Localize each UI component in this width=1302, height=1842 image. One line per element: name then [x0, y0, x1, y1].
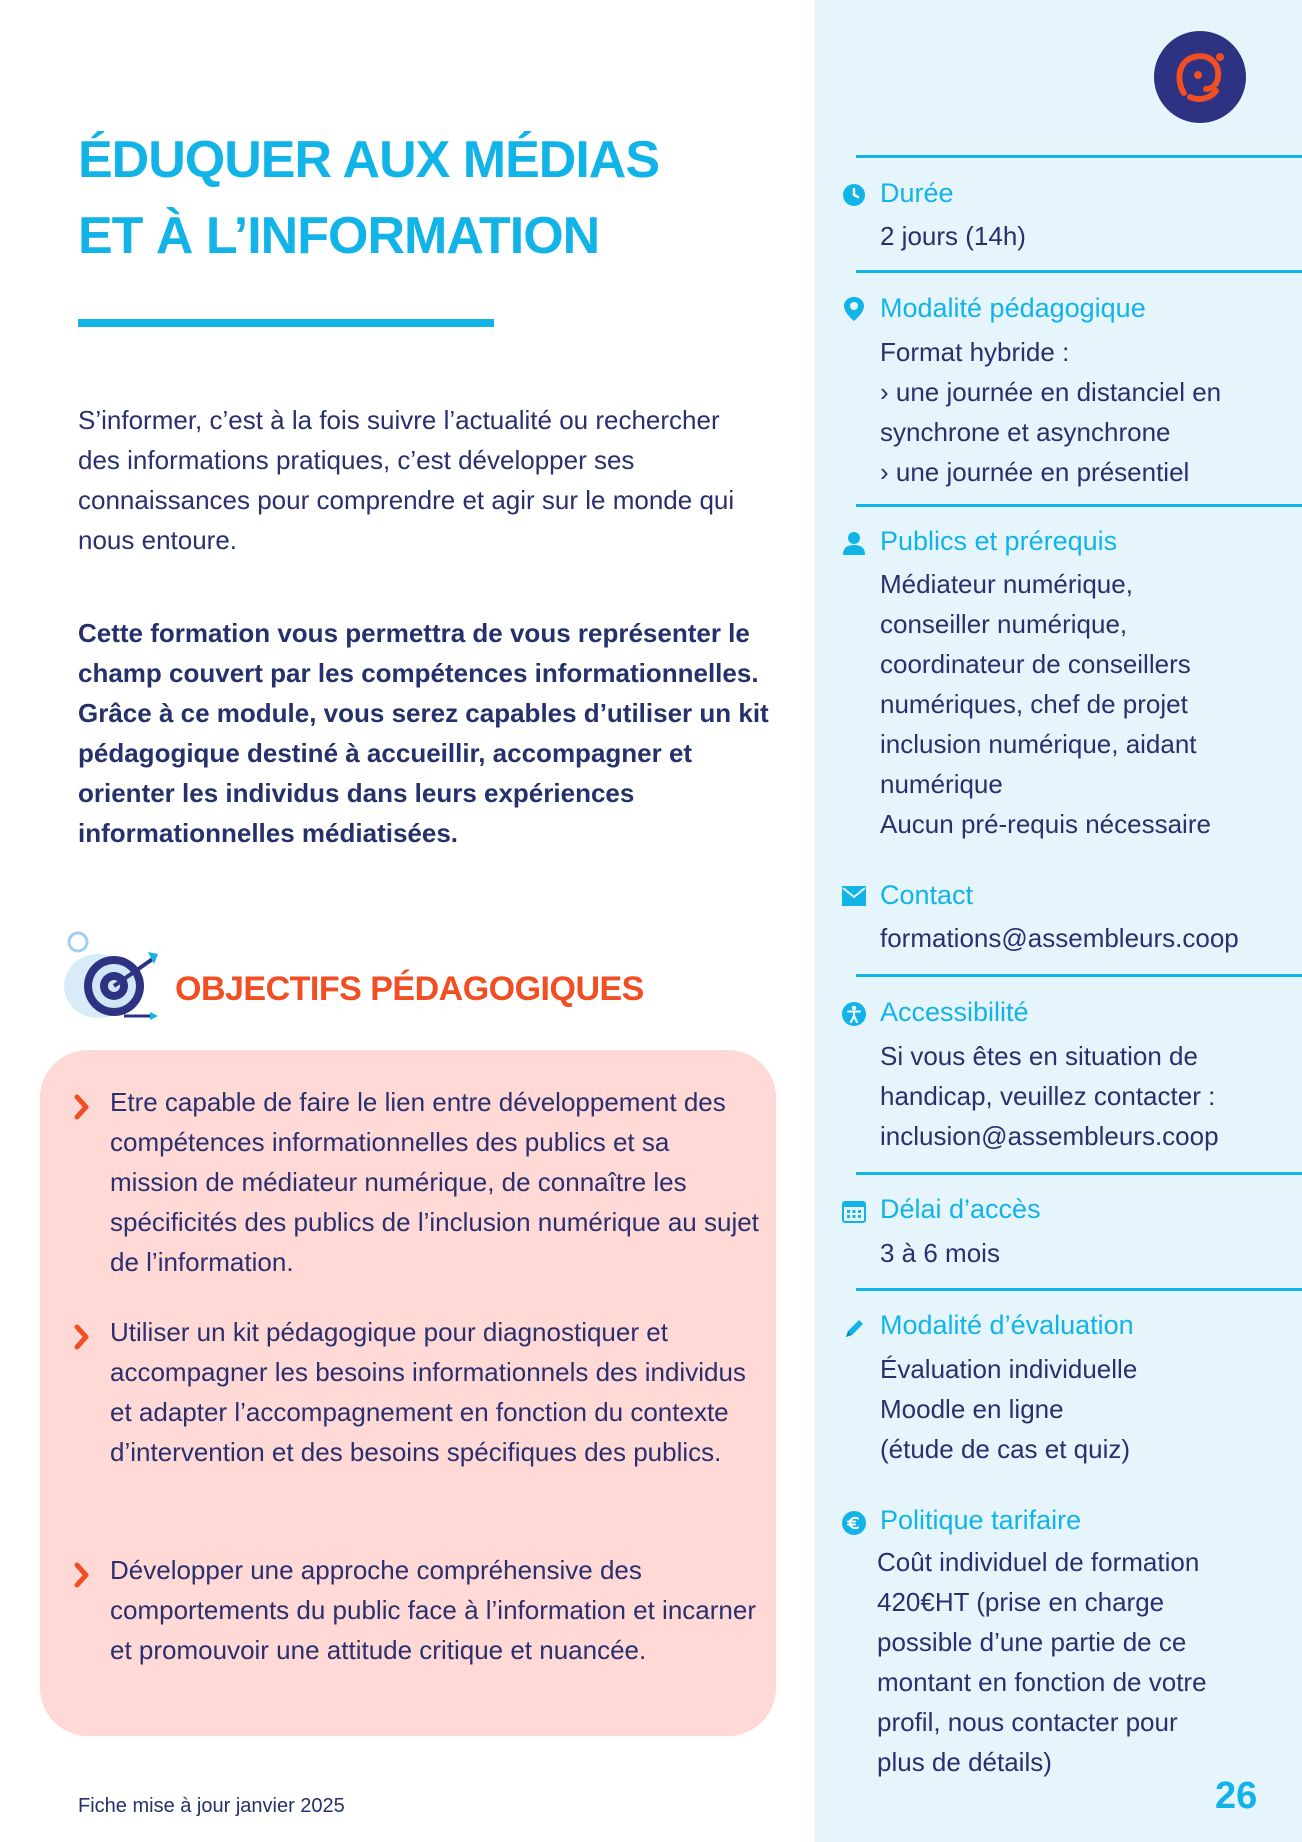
calendar-icon	[842, 1198, 866, 1224]
evaluation-heading: Modalité d’évaluation	[880, 1310, 1134, 1340]
modality-line: › une journée en distanciel en	[880, 377, 1222, 407]
contact-heading: Contact	[880, 880, 974, 910]
section-divider	[856, 155, 1302, 158]
modality-line: synchrone et asynchrone	[880, 417, 1171, 447]
location-pin-icon	[842, 296, 866, 322]
audience-line: Médiateur numérique,	[880, 569, 1133, 599]
accessibility-icon	[842, 1001, 866, 1027]
accessibility-line[interactable]: inclusion@assembleurs.coop	[880, 1121, 1219, 1151]
evaluation-line: Évaluation individuelle	[880, 1354, 1138, 1384]
audience-line: Aucun pré-requis nécessaire	[880, 809, 1211, 839]
section-divider	[856, 974, 1302, 977]
page-title	[78, 122, 778, 274]
title-line-2: ET À L’INFORMATION	[78, 207, 600, 265]
pricing-line: Coût individuel de formation	[877, 1547, 1200, 1577]
duration-value	[880, 216, 1300, 256]
evaluation-details	[880, 1349, 1300, 1469]
duration-heading: Durée	[880, 178, 954, 208]
person-icon	[842, 530, 866, 556]
access-delay-value	[880, 1233, 1300, 1273]
audience-details	[880, 564, 1300, 844]
access-delay-line: 3 à 6 mois	[880, 1238, 1000, 1268]
accessibility-heading: Accessibilité	[880, 997, 1029, 1027]
accessibility-details	[880, 1036, 1300, 1156]
modality-line: Format hybride :	[880, 337, 1070, 367]
audience-line: numériques, chef de projet	[880, 689, 1188, 719]
audience-line: coordinateur de conseillers	[880, 649, 1191, 679]
contact-email-link[interactable]: formations@assembleurs.coop	[880, 923, 1239, 953]
target-icon	[58, 928, 162, 1024]
audience-line: conseiller numérique,	[880, 609, 1128, 639]
objective-item-3: Développer une approche compréhensive des comportements du public face à l’information et incarner et promouvoir une attitude critique et nuancée.	[110, 1555, 756, 1665]
clock-icon	[842, 182, 866, 208]
section-divider	[856, 1288, 1302, 1291]
accessibility-line: handicap, veuillez contacter :	[880, 1081, 1216, 1111]
contact-email[interactable]	[880, 918, 1300, 958]
objective-item-2: Utiliser un kit pédagogique pour diagnostiquer et accompagner les besoins informationnels des individus et adapter l’accompagnement en fonction du contexte d’intervention et des besoins spécifiques des publics.	[110, 1317, 746, 1467]
evaluation-line: Moodle en ligne	[880, 1394, 1064, 1424]
pricing-line: profil, nous contacter pour	[877, 1707, 1178, 1737]
access-delay-heading: Délai d’accès	[880, 1194, 1041, 1224]
audience-line: numérique	[880, 769, 1003, 799]
pricing-line: montant en fonction de votre	[877, 1667, 1207, 1697]
euro-icon	[842, 1510, 866, 1536]
intro-bold-paragraph: Cette formation vous permettra de vous représenter le champ couvert par les compétences informationnelles. Grâce à ce module, vous serez capables d’utiliser un kit pédagogique destiné à accueillir, accompagner et orienter les individus dans leurs expériences informationnelles médiatisées.	[78, 618, 769, 848]
pencil-icon	[842, 1316, 866, 1342]
modality-details	[880, 332, 1300, 492]
footer-update-note: Fiche mise à jour janvier 2025	[78, 1795, 345, 1817]
pricing-details	[877, 1542, 1297, 1782]
accessibility-line: Si vous êtes en situation de	[880, 1041, 1198, 1071]
chevron-right-icon	[73, 1094, 91, 1120]
audience-heading: Publics et prérequis	[880, 526, 1118, 556]
section-divider	[856, 1172, 1302, 1175]
title-underline	[78, 319, 494, 327]
envelope-icon	[842, 886, 866, 906]
page-number: 26	[1215, 1775, 1258, 1817]
title-line-1: ÉDUQUER AUX MÉDIAS	[78, 131, 660, 189]
section-divider	[856, 270, 1302, 273]
objectives-title: OBJECTIFS PÉDAGOGIQUES	[175, 970, 644, 1008]
pricing-line: plus de détails)	[877, 1747, 1052, 1777]
logo-icon	[1154, 31, 1246, 123]
duration-line: 2 jours (14h)	[880, 221, 1026, 251]
chevron-right-icon	[73, 1324, 91, 1350]
audience-line: inclusion numérique, aidant	[880, 729, 1197, 759]
pricing-heading: Politique tarifaire	[880, 1505, 1082, 1535]
intro-paragraph: S’informer, c’est à la fois suivre l’actualité ou rechercher des informations pratiques, c’est développer ses connaissances pour comprendre et agir sur le monde qui nous entoure.	[78, 405, 735, 555]
modality-line: › une journée en présentiel	[880, 457, 1190, 487]
modality-heading: Modalité pédagogique	[880, 293, 1146, 323]
evaluation-line: (étude de cas et quiz)	[880, 1434, 1131, 1464]
pricing-line: 420€HT (prise en charge	[877, 1587, 1165, 1617]
section-divider	[856, 504, 1302, 507]
pricing-line: possible d’une partie de ce	[877, 1627, 1187, 1657]
objective-item-1: Etre capable de faire le lien entre développement des compétences informationnelles des publics et sa mission de médiateur numérique, de connaître les spécificités des publics de l’inclusion numérique au sujet de l’information.	[110, 1087, 759, 1277]
chevron-right-icon	[73, 1562, 91, 1588]
